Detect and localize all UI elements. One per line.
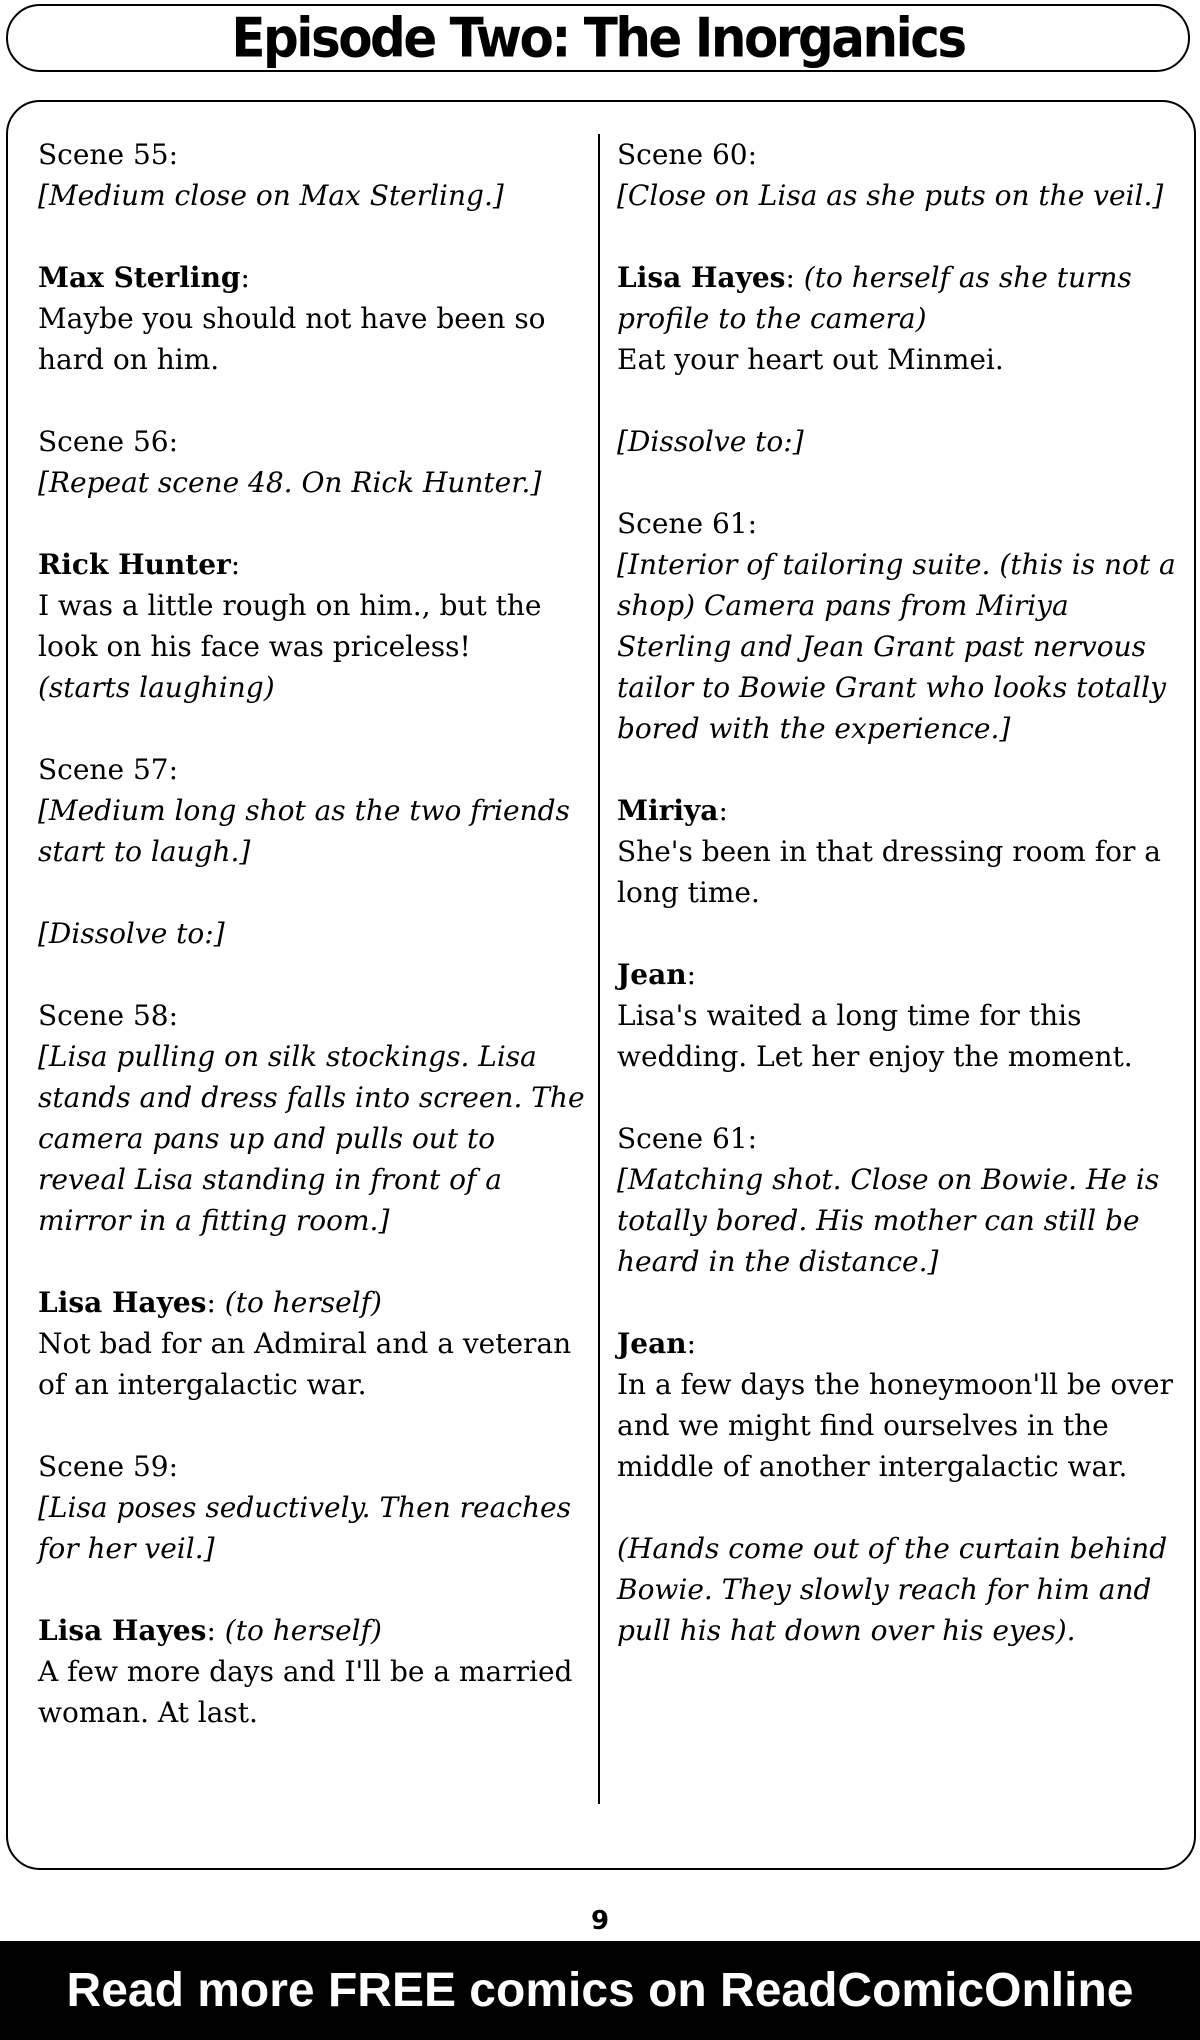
- speaker-name: Lisa Hayes: [38, 1614, 207, 1647]
- scene-block: [38, 421, 588, 503]
- dialogue-block: [617, 1323, 1177, 1487]
- footer-banner[interactable]: [0, 1941, 1200, 2040]
- speaker-name: Lisa Hayes: [617, 261, 786, 294]
- scene-block: [617, 1118, 1177, 1282]
- speaker-name: Lisa Hayes: [38, 1286, 207, 1319]
- stage-direction: [Medium close on Max Sterling.]: [38, 179, 504, 212]
- stage-direction: [Interior of tailoring suite. (this is not a shop) Camera pans from Miriya Sterling and Jean Grant past nervous tailor to Bowie Grant who looks totally bored with the experience.]: [617, 548, 1176, 745]
- transition-block: [38, 913, 588, 954]
- dialogue-block: [38, 544, 588, 708]
- parenthetical: (to herself): [224, 1614, 382, 1647]
- dialogue-line: Maybe you should not have been so hard on him.: [38, 302, 546, 376]
- title-banner: [6, 4, 1190, 72]
- scene-heading: Scene 59:: [38, 1450, 178, 1483]
- parenthetical: (starts laughing): [38, 671, 275, 704]
- speaker-name: Max Sterling: [38, 261, 241, 294]
- speaker-line: Max Sterling:: [38, 261, 250, 294]
- transition-block: [617, 1528, 1177, 1651]
- scene-heading: Scene 58:: [38, 999, 178, 1032]
- left-column: [38, 134, 588, 1774]
- dialogue-line: She's been in that dressing room for a long time.: [617, 835, 1161, 909]
- speaker-line: Jean:: [617, 1327, 696, 1360]
- transition-text: [Dissolve to:]: [38, 917, 225, 950]
- speaker-line: Lisa Hayes: (to herself): [38, 1614, 382, 1647]
- speaker-name: Jean: [617, 958, 687, 991]
- dialogue-block: [617, 790, 1177, 913]
- stage-direction: [Close on Lisa as she puts on the veil.]: [617, 179, 1164, 212]
- stage-direction: [Repeat scene 48. On Rick Hunter.]: [38, 466, 542, 499]
- stage-direction: [Medium long shot as the two friends start to laugh.]: [38, 794, 570, 868]
- scene-heading: Scene 55:: [38, 138, 178, 171]
- scene-block: [617, 134, 1177, 216]
- speaker-line: Lisa Hayes: (to herself): [38, 1286, 382, 1319]
- transition-block: [617, 421, 1177, 462]
- parenthetical: (to herself as she turns profile to the camera): [617, 261, 1132, 335]
- dialogue-line: In a few days the honeymoon'll be over and we might find ourselves in the middle of another intergalactic war.: [617, 1368, 1173, 1483]
- scene-block: [38, 995, 588, 1241]
- stage-direction: [Lisa pulling on silk stockings. Lisa stands and dress falls into screen. The camera pans up and pulls out to reveal Lisa standing in front of a mirror in a fitting room.]: [38, 1040, 585, 1237]
- scene-block: [38, 1446, 588, 1569]
- page-number: 9: [590, 1906, 610, 1936]
- scene-heading: Scene 57:: [38, 753, 178, 786]
- speaker-line: Miriya:: [617, 794, 728, 827]
- transition-text: (Hands come out of the curtain behind Bowie. They slowly reach for him and pull his hat down over his eyes).: [617, 1532, 1168, 1647]
- stage-direction: [Lisa poses seductively. Then reaches for her veil.]: [38, 1491, 571, 1565]
- scene-heading: Scene 61:: [617, 507, 757, 540]
- footer-banner-text: Read more FREE comics on ReadComicOnline: [66, 1964, 1134, 2017]
- dialogue-block: [38, 257, 588, 380]
- dialogue-line: Not bad for an Admiral and a veteran of an intergalactic war.: [38, 1327, 572, 1401]
- speaker-line: Rick Hunter:: [38, 548, 241, 581]
- stage-direction: [Matching shot. Close on Bowie. He is totally bored. His mother can still be heard in the distance.]: [617, 1163, 1160, 1278]
- dialogue-block: [617, 257, 1177, 380]
- scene-block: [617, 503, 1177, 749]
- column-divider: [598, 134, 600, 1804]
- scene-heading: Scene 56:: [38, 425, 178, 458]
- page-title: Episode Two: The Inorganics: [231, 6, 965, 70]
- scene-block: [38, 749, 588, 872]
- parenthetical: (to herself): [224, 1286, 382, 1319]
- speaker-name: Jean: [617, 1327, 687, 1360]
- speaker-line: Jean:: [617, 958, 696, 991]
- scene-heading: Scene 60:: [617, 138, 757, 171]
- transition-text: [Dissolve to:]: [617, 425, 804, 458]
- scene-block: [38, 134, 588, 216]
- dialogue-block: [617, 954, 1177, 1077]
- dialogue-line: Lisa's waited a long time for this wedding. Let her enjoy the moment.: [617, 999, 1133, 1073]
- dialogue-block: [38, 1610, 588, 1733]
- dialogue-line: A few more days and I'll be a married woman. At last.: [38, 1655, 573, 1729]
- dialogue-line: Eat your heart out Minmei.: [617, 343, 1004, 376]
- dialogue-line: I was a little rough on him., but the look on his face was priceless!: [38, 589, 542, 663]
- speaker-name: Miriya: [617, 794, 719, 827]
- dialogue-block: [38, 1282, 588, 1405]
- right-column: [617, 134, 1177, 1692]
- scene-heading: Scene 61:: [617, 1122, 757, 1155]
- speaker-line: Lisa Hayes: (to herself as she turns profile to the camera): [617, 261, 1132, 335]
- speaker-name: Rick Hunter: [38, 548, 231, 581]
